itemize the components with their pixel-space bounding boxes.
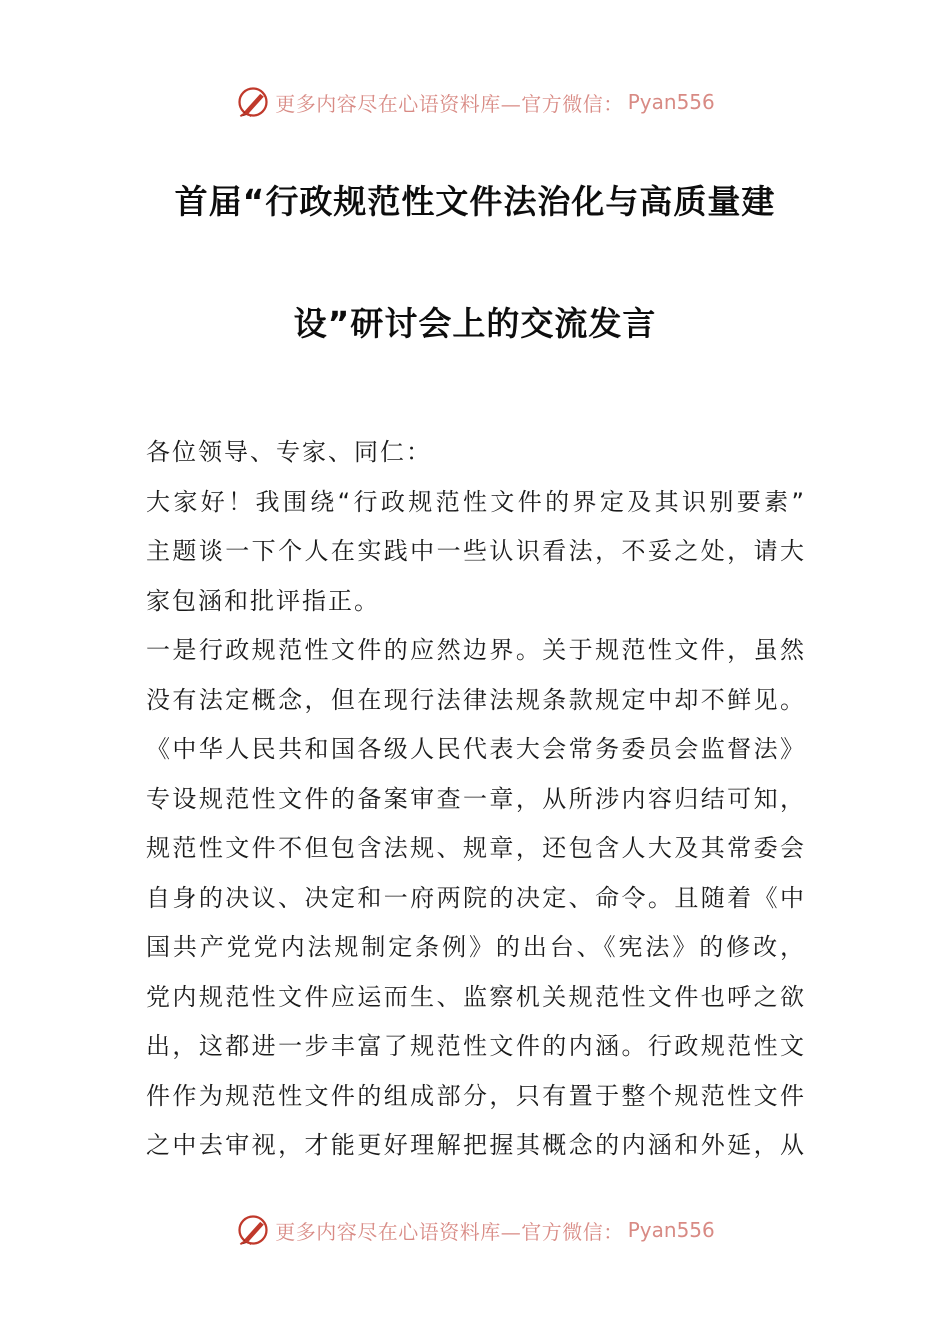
watermark-text: 更多内容尽在心语资料库—官方微信： <box>275 91 624 116</box>
document-body <box>146 428 806 1171</box>
body-line: 之中去审视，才能更好理解把握其概念的内涵和外延，从 <box>146 1131 806 1159</box>
body-line: 规范性文件不但包含法规、规章，还包含人大及其常委会 <box>146 834 806 862</box>
body-line: 专设规范性文件的备案审查一章，从所涉内容归结可知， <box>146 784 806 813</box>
pen-logo-icon <box>235 84 271 120</box>
watermark-top <box>0 82 950 122</box>
watermark-wechat-id: Pyan556 <box>627 1218 715 1242</box>
body-line: 自身的决议、决定和一府两院的决定、命令。且随着《中 <box>146 883 806 912</box>
body-line: 党内规范性文件应运而生、监察机关规范性文件也呼之欲 <box>146 982 806 1011</box>
body-line: 一是行政规范性文件的应然边界。关于规范性文件，虽然 <box>146 636 806 664</box>
body-line: 各位领导、专家、同仁： <box>146 438 432 466</box>
watermark-wechat-id: Pyan556 <box>627 90 715 114</box>
watermark-text: 更多内容尽在心语资料库—官方微信： <box>275 1219 624 1244</box>
body-line: 国共产党党内法规制定条例》的出台、《宪法》的修改， <box>146 933 806 961</box>
body-line: 大家好！我围绕“行政规范性文件的界定及其识别要素” <box>146 487 806 516</box>
body-line: 出，这都进一步丰富了规范性文件的内涵。行政规范性文 <box>146 1032 806 1060</box>
document-title-line-2: 设”研讨会上的交流发言 <box>293 304 657 343</box>
body-line: 件作为规范性文件的组成部分，只有置于整个规范性文件 <box>146 1081 806 1110</box>
document-title-line-1: 首届“行政规范性文件法治化与高质量建 <box>174 182 776 221</box>
body-line: 没有法定概念，但在现行法律法规条款规定中却不鲜见。 <box>146 685 806 714</box>
body-line: 《中华人民共和国各级人民代表大会常务委员会监督法》 <box>146 735 806 763</box>
watermark-bottom <box>0 1210 950 1250</box>
pen-logo-icon <box>235 1212 271 1248</box>
body-line: 主题谈一下个人在实践中一些认识看法，不妥之处，请大 <box>146 537 806 565</box>
body-line: 家包涵和批评指正。 <box>146 586 380 615</box>
